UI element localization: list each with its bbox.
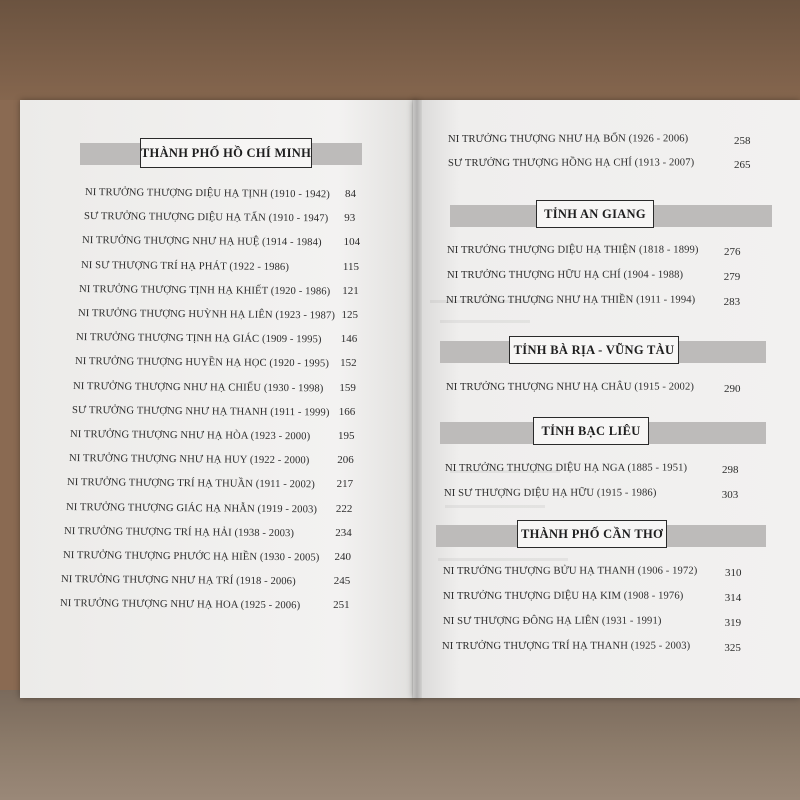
paper-show-through [450, 470, 560, 473]
toc-entry-page-number: 125 [341, 309, 358, 321]
toc-entry-page-number: 314 [724, 592, 742, 604]
toc-entry-title: NI TRƯỞNG THƯỢNG TRÍ HẠ THUẦN (1911 - 2002) [66, 477, 315, 491]
toc-entry-page-number: 104 [343, 236, 361, 249]
paper-show-through [438, 558, 568, 561]
toc-entry-page-number: 279 [723, 271, 741, 283]
toc-entry-title: NI TRƯỞNG THƯỢNG NHƯ HẠ HUỆ (1914 - 1984) [81, 235, 322, 249]
toc-entry-page-number: 222 [335, 502, 353, 515]
toc-entry-title: NI TRƯỞNG THƯỢNG DIỆU HẠ THIỆN (1818 - 1899) [446, 244, 699, 256]
toc-entry-page-number: 303 [721, 489, 739, 501]
toc-entry-page-number: 195 [338, 430, 355, 442]
toc-entry-page-number: 115 [342, 260, 359, 273]
toc-entry-page-number: 206 [337, 454, 354, 467]
toc-entry-title: SƯ TRƯỞNG THƯỢNG HỒNG HẠ CHÍ (1913 - 2007) [447, 157, 695, 169]
toc-entry-page-number: 121 [342, 284, 359, 297]
toc-entry-page-number: 265 [734, 159, 751, 171]
section-heading: TỈNH BÀ RỊA - VŨNG TÀU [509, 336, 679, 364]
section-heading-ho-chi-minh: THÀNH PHỐ HỒ CHÍ MINH [140, 138, 312, 168]
book-spine [412, 100, 422, 698]
toc-entry-page-number: 310 [725, 567, 742, 579]
paper-show-through [440, 320, 530, 323]
toc-entry-title: NI TRƯỞNG THƯỢNG DIỆU HẠ TỊNH (1910 - 1942) [84, 187, 330, 201]
toc-entry-title: NI TRƯỞNG THƯỢNG TỊNH HẠ KHIẾT (1920 - 1986) [78, 283, 331, 298]
toc-entry-title: NI TRƯỞNG THƯỢNG NHƯ HẠ HÒA (1923 - 2000) [69, 429, 311, 443]
toc-entry-page-number: 283 [723, 296, 741, 308]
toc-entry-page-number: 325 [724, 642, 741, 654]
toc-entry-title: NI SƯ THƯỢNG DIỆU HẠ HỮU (1915 - 1986) [444, 487, 657, 499]
toc-entry-page-number: 258 [734, 135, 751, 147]
toc-entry-title: NI TRƯỞNG THƯỢNG NHƯ HẠ TRÍ (1918 - 2006) [60, 574, 296, 588]
toc-entry-page-number: 217 [336, 478, 354, 491]
toc-entry-page-number: 298 [722, 464, 739, 476]
background-wall [0, 0, 800, 100]
section-heading: TỈNH BẠC LIÊU [533, 417, 649, 445]
toc-entry-page-number: 245 [333, 575, 351, 588]
toc-entry-title: NI TRƯỞNG THƯỢNG BỬU HẠ THANH (1906 - 1972) [443, 565, 698, 577]
toc-entry-title: SƯ TRƯỞNG THƯỢNG NHƯ HẠ THANH (1911 - 1999) [71, 404, 330, 419]
toc-entry-page-number: 290 [724, 383, 741, 395]
paper-show-through [445, 505, 545, 508]
toc-entry-title: NI TRƯỞNG THƯỢNG NHƯ HẠ HUY (1922 - 2000) [68, 453, 309, 467]
toc-entry-title: NI TRƯỞNG THƯỢNG NHƯ HẠ CHÂU (1915 - 2002) [445, 381, 694, 393]
toc-entry-title: NI TRƯỞNG THƯỢNG NHƯ HẠ THIỀN (1911 - 1994) [446, 294, 696, 306]
toc-entry-page-number: 240 [334, 551, 351, 563]
toc-entry-title: NI TRƯỞNG THƯỢNG DIỆU HẠ KIM (1908 - 1976) [442, 590, 684, 602]
toc-entry-title: NI TRƯỞNG THƯỢNG NHƯ HẠ CHIẾU (1930 - 1998) [72, 380, 324, 394]
toc-entry-title: SƯ TRƯỞNG THƯỢNG DIỆU HẠ TẤN (1910 - 1947) [83, 211, 328, 225]
toc-entry-title: NI TRƯỞNG THƯỢNG TRÍ HẠ HẢI (1938 - 2003) [63, 525, 295, 540]
toc-entry-page-number: 319 [724, 617, 742, 629]
paper-show-through [430, 300, 550, 303]
toc-entry-title: NI TRƯỞNG THƯỢNG GIÁC HẠ NHẪN (1919 - 2003) [65, 501, 317, 516]
toc-entry-page-number: 166 [338, 405, 356, 418]
section-heading: TỈNH AN GIANG [536, 200, 654, 228]
toc-entry-title: NI TRƯỞNG THƯỢNG HUỲNH HẠ LIÊN (1923 - 1987) [77, 308, 335, 322]
toc-entry-page-number: 146 [340, 333, 358, 346]
toc-entry-title: NI TRƯỞNG THƯỢNG PHƯỚC HẠ HIỀN (1930 - 2005) [62, 550, 319, 564]
toc-entry-title: NI SƯ THƯỢNG TRÍ HẠ PHÁT (1922 - 1986) [80, 259, 289, 273]
toc-entry-page-number: 84 [345, 188, 356, 200]
table-surface [0, 690, 800, 800]
toc-entry-page-number: 152 [340, 357, 357, 370]
toc-entry-title: NI TRƯỞNG THƯỢNG DIỆU HẠ NGA (1885 - 1951) [444, 462, 687, 474]
toc-entry-title: NI TRƯỞNG THƯỢNG TRÍ HẠ THANH (1925 - 2003) [442, 640, 691, 652]
section-heading: THÀNH PHỐ CẦN THƠ [517, 520, 667, 548]
right-page [413, 100, 800, 698]
toc-entry-page-number: 276 [724, 246, 741, 258]
toc-entry-page-number: 159 [339, 381, 356, 394]
toc-entry-title: NI TRƯỞNG THƯỢNG HUYỀN HẠ HỌC (1920 - 1995) [74, 356, 329, 370]
toc-entry-page-number: 93 [344, 212, 356, 225]
toc-entry-page-number: 251 [333, 599, 350, 612]
toc-entry-title: NI TRƯỞNG THƯỢNG NHƯ HẠ BỔN (1926 - 2006) [447, 133, 689, 145]
toc-entry-title: NI SƯ THƯỢNG ĐÔNG HẠ LIÊN (1931 - 1991) [442, 615, 662, 627]
toc-entry-title: NI TRƯỞNG THƯỢNG NHƯ HẠ HOA (1925 - 2006) [59, 598, 300, 612]
toc-entry-page-number: 234 [335, 526, 352, 539]
toc-entry-title: NI TRƯỞNG THƯỢNG HỮU HẠ CHÍ (1904 - 1988) [446, 269, 683, 281]
toc-entry-title: NI TRƯỞNG THƯỢNG TỊNH HẠ GIÁC (1909 - 1995) [75, 332, 322, 346]
